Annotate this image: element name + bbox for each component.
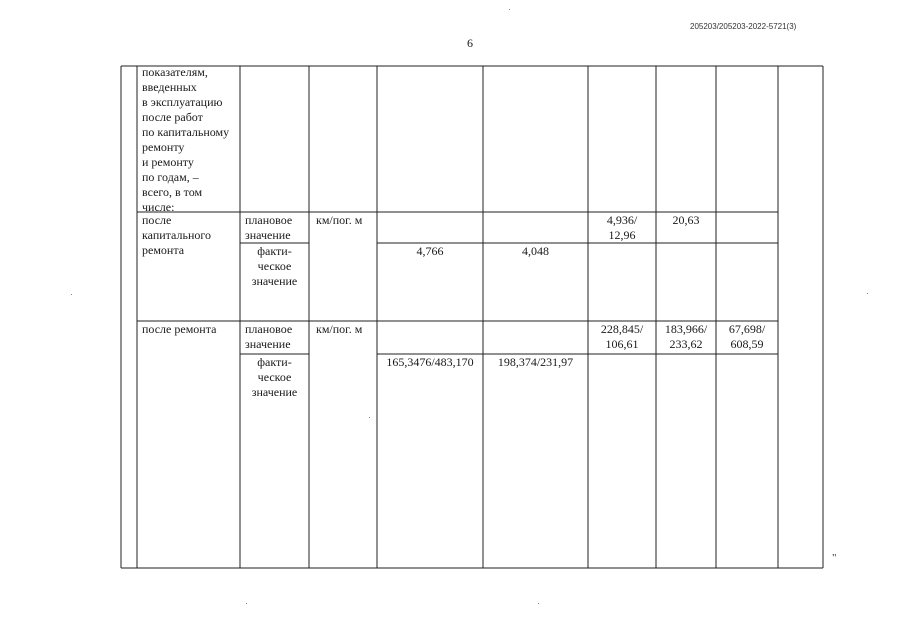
row-label-repair: после ремонта bbox=[142, 322, 217, 336]
scan-speck bbox=[509, 9, 510, 10]
fact-value-cell: 165,3476/483,170 bbox=[386, 355, 474, 369]
fact-value-cell: 198,374/231,97 bbox=[497, 355, 574, 369]
fact-value-cell: 4,048 bbox=[522, 244, 549, 258]
plan-label: плановое значение bbox=[245, 213, 293, 242]
fact-label: факти- ческое значение bbox=[251, 355, 298, 399]
scan-speck bbox=[71, 294, 72, 295]
closing-quote-mark: " bbox=[832, 552, 837, 564]
scan-speck bbox=[369, 417, 370, 418]
page-number: 6 bbox=[467, 36, 473, 50]
plan-value-cell: 183,966/ 233,62 bbox=[664, 322, 708, 351]
scan-speck bbox=[246, 603, 247, 604]
plan-label: плановое значение bbox=[245, 322, 293, 351]
document-id: 205203/205203-2022-5721(3) bbox=[690, 22, 797, 31]
scan-speck bbox=[867, 293, 868, 294]
fact-label: факти- ческое значение bbox=[251, 244, 298, 288]
indicator-intro-text: показателям, введенных в эксплуатацию после работ по капитальному ремонту и ремонту по годам, – всего, в том числе: bbox=[142, 65, 230, 214]
unit-cell: км/пог. м bbox=[316, 213, 363, 227]
plan-value-cell: 228,845/ 106,61 bbox=[600, 322, 644, 351]
plan-value-cell: 4,936/ 12,96 bbox=[606, 213, 638, 242]
plan-value-cell: 67,698/ 608,59 bbox=[728, 322, 766, 351]
unit-cell: км/пог. м bbox=[316, 322, 363, 336]
fact-value-cell: 4,766 bbox=[416, 244, 444, 258]
plan-value-cell: 20,63 bbox=[672, 213, 700, 227]
row-label-capital-repair: после капитального ремонта bbox=[142, 213, 211, 257]
scan-speck bbox=[538, 603, 539, 604]
